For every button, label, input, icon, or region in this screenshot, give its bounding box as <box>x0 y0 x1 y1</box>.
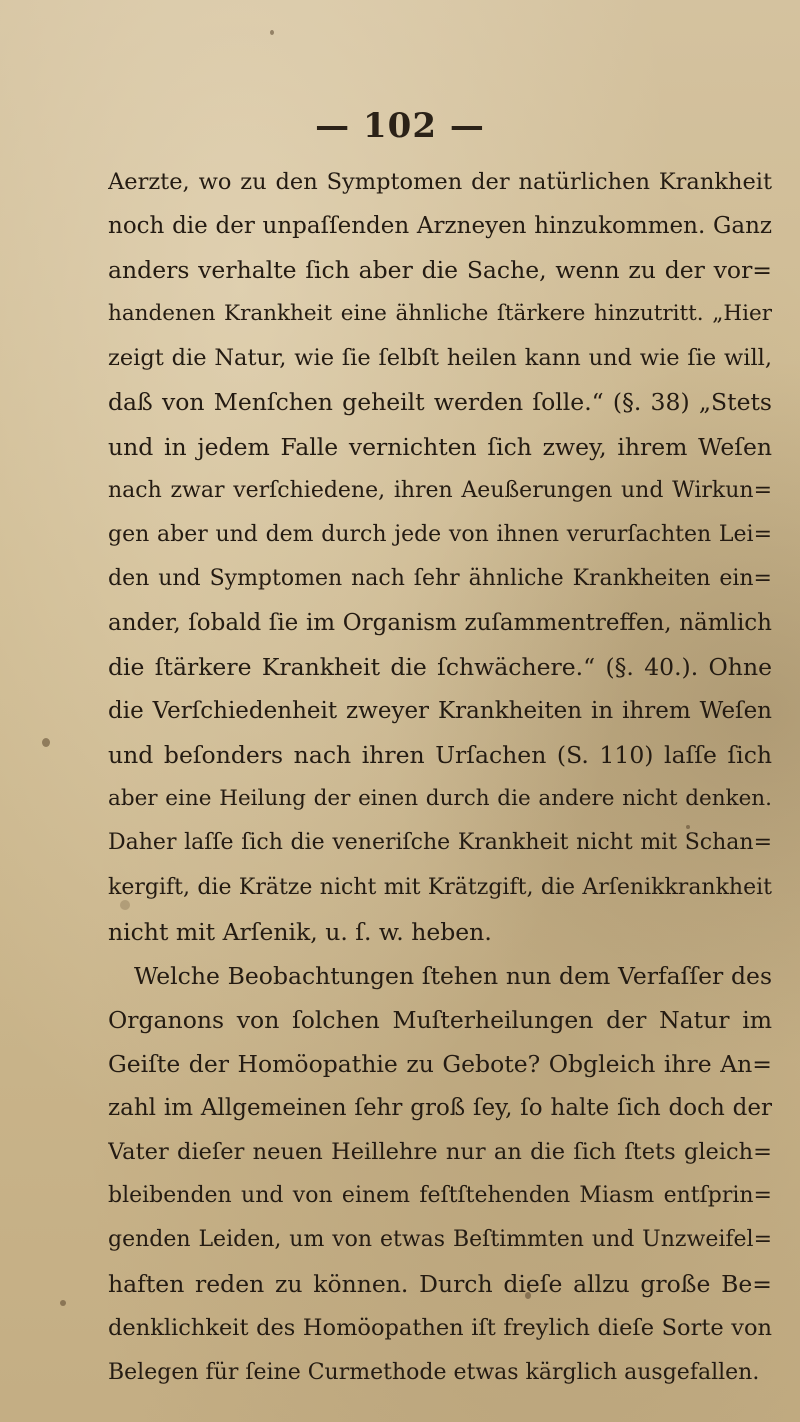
text-line: nach zwar verſchiedene, ihren Aeußerungen und Wirkun= <box>108 477 772 503</box>
text-line: zeigt die Natur, wie ſie ſelbſt heilen kann und wie ſie will, <box>108 345 772 372</box>
page-number-header: — 102 — <box>315 106 485 146</box>
ink-spot <box>42 738 50 747</box>
text-line: noch die der unpaſſenden Arzneyen hinzukommen. Ganz <box>108 213 772 240</box>
text-line: haften reden zu können. Durch dieſe allzu große Be= <box>108 1270 772 1299</box>
text-line: Geiſte der Homöopathie zu Gebote? Obgleich ihre An= <box>108 1049 772 1078</box>
text-line: Daher laſſe ſich die veneriſche Krankheit nicht mit Schan= <box>108 830 772 856</box>
text-line: und in jedem Falle vernichten ſich zwey, ihrem Weſen <box>108 432 772 461</box>
text-line: Belegen für ſeine Curmethode etwas kärglich ausgefallen. <box>108 1359 760 1385</box>
text-line: zahl im Allgemeinen ſehr groß ſey, ſo halte ſich doch der <box>108 1094 772 1121</box>
text-line: den und Symptomen nach ſehr ähnliche Krankheiten ein= <box>108 565 772 591</box>
text-line: aber eine Heilung der einen durch die andere nicht denken. <box>108 786 772 812</box>
body-text <box>108 160 772 1395</box>
text-line: nicht mit Arſenik, u. ſ. w. heben. <box>108 917 492 946</box>
text-line: Organons von ſolchen Muſterheilungen der Natur im <box>108 1005 772 1034</box>
text-line: Welche Beobachtungen ſtehen nun dem Verfaſſer des <box>134 961 772 990</box>
text-line: bleibenden und von einem feſtſtehenden Miasm entſprin= <box>108 1183 772 1209</box>
ink-spot <box>270 30 274 35</box>
text-line: genden Leiden, um von etwas Beſtimmten und Unzweifel= <box>108 1227 772 1253</box>
text-line: Vater dieſer neuen Heillehre nur an die ſich ſtets gleich= <box>108 1139 772 1166</box>
text-line: die Verſchiedenheit zweyer Krankheiten in ihrem Weſen <box>108 698 772 725</box>
text-line: daß von Menſchen geheilt werden ſolle.“ (§. 38) „Stets <box>108 388 772 417</box>
text-line: handenen Krankheit eine ähnliche ſtärkere hinzutritt. „Hier <box>108 301 772 327</box>
text-line: gen aber und dem durch jede von ihnen verurſachten Lei= <box>108 521 772 547</box>
text-line: kergift, die Krätze nicht mit Krätzgift, die Arſenikkrankheit <box>108 874 772 900</box>
text-line: denklichkeit des Homöopathen iſt freylich dieſe Sorte von <box>108 1315 772 1342</box>
ink-spot <box>60 1300 66 1306</box>
text-line: Aerzte, wo zu den Symptomen der natürlichen Krankheit <box>108 169 772 195</box>
text-line: die ſtärkere Krankheit die ſchwächere.“ (§. 40.). Ohne <box>108 653 772 682</box>
text-line: und beſonders nach ihren Urſachen (S. 110) laſſe ſich <box>108 741 772 770</box>
text-line: ander, ſobald ſie im Organism zuſammentreffen, nämlich <box>108 609 772 636</box>
text-line: anders verhalte ſich aber die Sache, wenn zu der vor= <box>108 256 772 285</box>
